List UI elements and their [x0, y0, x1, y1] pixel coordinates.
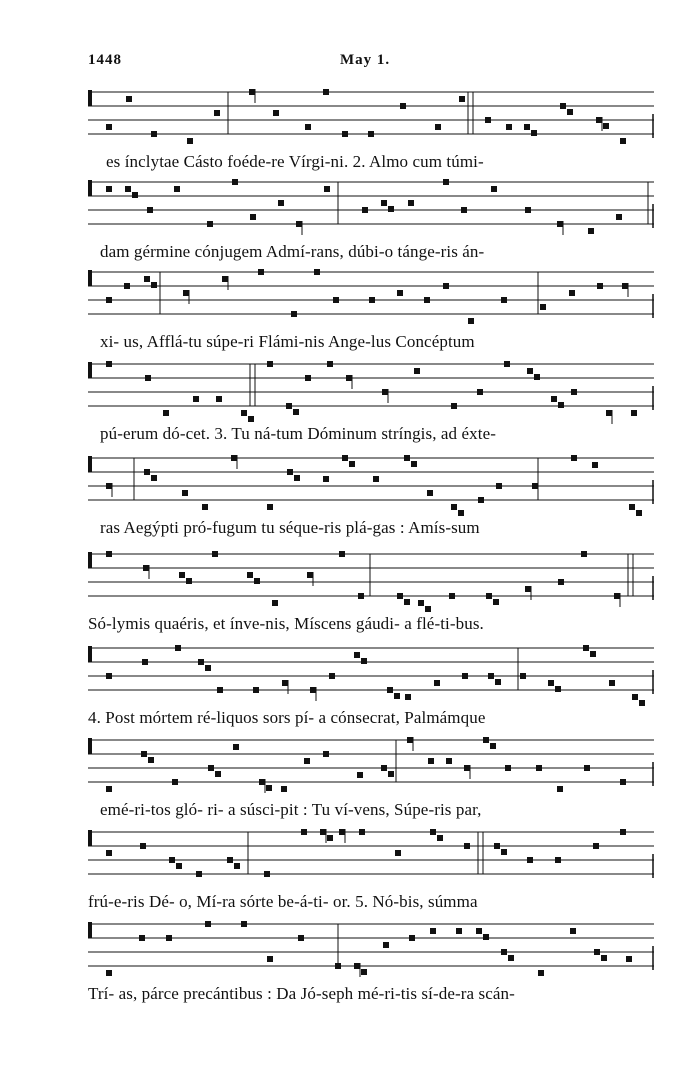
neume [335, 963, 341, 969]
neume [462, 673, 468, 679]
neume [248, 416, 254, 422]
neume [231, 455, 237, 461]
running-title: May 1. [340, 52, 391, 68]
neume [477, 389, 483, 395]
neume [491, 186, 497, 192]
neume [493, 599, 499, 605]
neume [459, 96, 465, 102]
neume [139, 935, 145, 941]
neume [323, 751, 329, 757]
chant-staff [88, 84, 654, 144]
neume [606, 410, 612, 416]
neume [430, 829, 436, 835]
c-clef-icon [88, 830, 92, 846]
neume [253, 687, 259, 693]
neume [557, 786, 563, 792]
neume [560, 103, 566, 109]
neume [405, 694, 411, 700]
neume [488, 673, 494, 679]
chant-staff [88, 450, 654, 510]
neume [342, 131, 348, 137]
neume [485, 117, 491, 123]
lyric-line: ras Aegýpti pró-fugum tu séque-ris plá-gas : Amís-sum [100, 518, 480, 537]
neume [148, 757, 154, 763]
neume [196, 871, 202, 877]
neume [233, 744, 239, 750]
staff-lines [88, 364, 654, 406]
neume [555, 686, 561, 692]
neume [254, 578, 260, 584]
neume [397, 593, 403, 599]
neume [323, 476, 329, 482]
neume [232, 179, 238, 185]
neume [443, 283, 449, 289]
neume [145, 375, 151, 381]
neume [451, 504, 457, 510]
neume [593, 843, 599, 849]
neume [626, 956, 632, 962]
staff-lines [88, 832, 654, 874]
neume [506, 124, 512, 130]
neume [329, 673, 335, 679]
neume [620, 138, 626, 144]
c-clef-icon [88, 646, 92, 662]
neume [143, 565, 149, 571]
neume [400, 103, 406, 109]
neume [323, 89, 329, 95]
neume [584, 765, 590, 771]
chant-staff [88, 174, 654, 234]
neume [548, 680, 554, 686]
neume [349, 461, 355, 467]
neume [294, 475, 300, 481]
neume [443, 179, 449, 185]
neume [525, 586, 531, 592]
neume [126, 96, 132, 102]
neume [437, 835, 443, 841]
neume [151, 282, 157, 288]
neume [414, 368, 420, 374]
neume [456, 928, 462, 934]
neume [357, 772, 363, 778]
neume [310, 687, 316, 693]
neume [404, 455, 410, 461]
neume [505, 765, 511, 771]
neume [314, 269, 320, 275]
neume [534, 374, 540, 380]
neume [106, 551, 112, 557]
chant-staff [88, 916, 654, 976]
neume [639, 700, 645, 706]
neume [291, 311, 297, 317]
neume [241, 921, 247, 927]
neume [358, 593, 364, 599]
neume [570, 928, 576, 934]
neume [169, 857, 175, 863]
neume [266, 785, 272, 791]
neume [106, 970, 112, 976]
neume [451, 403, 457, 409]
neume [555, 857, 561, 863]
neume [531, 130, 537, 136]
neume [307, 572, 313, 578]
neume [508, 955, 514, 961]
neume [282, 680, 288, 686]
neume [198, 659, 204, 665]
neume [207, 221, 213, 227]
neume [327, 835, 333, 841]
staff-lines [88, 554, 654, 596]
neume [571, 389, 577, 395]
neume [368, 131, 374, 137]
neume [241, 410, 247, 416]
neume [583, 645, 589, 651]
neume [404, 599, 410, 605]
neume [286, 403, 292, 409]
neume [176, 863, 182, 869]
staff-lines [88, 182, 654, 224]
neume [495, 679, 501, 685]
neume [267, 361, 273, 367]
neume [144, 276, 150, 282]
neume [407, 737, 413, 743]
neume [571, 455, 577, 461]
neume [383, 942, 389, 948]
lyric-line: frú-e-ris Dé- o, Mí-ra sórte be-á-ti- or. 5. Nó-bis, súmma [88, 892, 478, 911]
neume [476, 928, 482, 934]
c-clef-icon [88, 922, 92, 938]
neume [182, 490, 188, 496]
staff-lines [88, 924, 654, 966]
neume [616, 214, 622, 220]
neume [144, 469, 150, 475]
lyric-line: es ínclytae Cásto foéde-re Vírgi-ni. 2. Almo cum túmi- [106, 152, 484, 171]
neume [504, 361, 510, 367]
neume [381, 765, 387, 771]
neume [408, 200, 414, 206]
lyric-line: dam gérmine cónjugem Admí-rans, dúbi-o tánge-ris án- [100, 242, 485, 261]
neume [558, 402, 564, 408]
chant-staff [88, 732, 654, 792]
c-clef-icon [88, 552, 92, 568]
neume [468, 318, 474, 324]
neume [305, 375, 311, 381]
neume [631, 410, 637, 416]
neume [202, 504, 208, 510]
neume [501, 949, 507, 955]
neume [551, 396, 557, 402]
neume [394, 693, 400, 699]
neume [446, 758, 452, 764]
neume [496, 483, 502, 489]
staff-lines [88, 458, 654, 500]
neume [187, 138, 193, 144]
neume [597, 283, 603, 289]
neume [140, 843, 146, 849]
lyric-line: Só-lymis quaéris, et ínve-nis, Míscens gáudi- a flé-ti-bus. [88, 614, 484, 633]
neume [424, 297, 430, 303]
neume [273, 110, 279, 116]
c-clef-icon [88, 180, 92, 196]
neume [567, 109, 573, 115]
neume [382, 389, 388, 395]
c-clef-icon [88, 362, 92, 378]
neume [362, 207, 368, 213]
neume [388, 771, 394, 777]
neume [147, 207, 153, 213]
neume [387, 687, 393, 693]
c-clef-icon [88, 456, 92, 472]
neume [175, 645, 181, 651]
neume [483, 737, 489, 743]
neume [428, 758, 434, 764]
neume [361, 658, 367, 664]
neume [614, 593, 620, 599]
neume [215, 771, 221, 777]
neume [458, 510, 464, 516]
neume [558, 579, 564, 585]
c-clef-icon [88, 270, 92, 286]
neume [106, 124, 112, 130]
neume [151, 475, 157, 481]
neume [538, 970, 544, 976]
neume [267, 956, 273, 962]
neume [151, 131, 157, 137]
lyric-line: xi- us, Afflá-tu súpe-ri Flámi-nis Ange-lus Concéptum [100, 332, 475, 351]
neume [536, 765, 542, 771]
chant-staff [88, 356, 654, 416]
neume [461, 207, 467, 213]
neume [361, 969, 367, 975]
neume [296, 221, 302, 227]
neume [427, 490, 433, 496]
neume [527, 857, 533, 863]
page-number: 1448 [88, 52, 122, 68]
neume [527, 368, 533, 374]
neume [247, 572, 253, 578]
neume [174, 186, 180, 192]
neume [208, 765, 214, 771]
neume [264, 871, 270, 877]
neume [106, 483, 112, 489]
neume [249, 89, 255, 95]
neume [525, 207, 531, 213]
neume [569, 290, 575, 296]
neume [354, 963, 360, 969]
neume [430, 928, 436, 934]
chant-staff [88, 824, 654, 884]
neume [327, 361, 333, 367]
neume [397, 290, 403, 296]
neume [304, 758, 310, 764]
neume [141, 751, 147, 757]
neume [483, 934, 489, 940]
neume [281, 786, 287, 792]
neume [106, 297, 112, 303]
neume [520, 673, 526, 679]
neume [596, 117, 602, 123]
neume [106, 850, 112, 856]
neume [301, 829, 307, 835]
neume [324, 186, 330, 192]
neume [373, 476, 379, 482]
neume [205, 665, 211, 671]
neume [125, 186, 131, 192]
neume [540, 304, 546, 310]
neume [594, 949, 600, 955]
neume [222, 276, 228, 282]
neume [267, 504, 273, 510]
neume [501, 297, 507, 303]
neume [216, 396, 222, 402]
chant-staff [88, 640, 654, 700]
neume [395, 850, 401, 856]
neume [381, 200, 387, 206]
neume [494, 843, 500, 849]
neume [163, 410, 169, 416]
neume [603, 123, 609, 129]
neume [632, 694, 638, 700]
neume [601, 955, 607, 961]
neume [409, 935, 415, 941]
neume [106, 186, 112, 192]
neume [557, 221, 563, 227]
neume [205, 921, 211, 927]
neume [186, 578, 192, 584]
neume [258, 269, 264, 275]
staff-lines [88, 648, 654, 690]
neume [278, 200, 284, 206]
neume [435, 124, 441, 130]
neume [501, 849, 507, 855]
staff-lines [88, 740, 654, 782]
neume [259, 779, 265, 785]
lyric-line: pú-erum dó-cet. 3. Tu ná-tum Dóminum stríngis, ad éxte- [100, 424, 496, 443]
neume [227, 857, 233, 863]
neume [106, 673, 112, 679]
neume [287, 469, 293, 475]
neume [490, 743, 496, 749]
neume [106, 361, 112, 367]
neume [592, 462, 598, 468]
neume [620, 779, 626, 785]
lyric-line: Trí- as, párce precántibus : Da Jó-seph mé-ri-tis sí-de-ra scán- [88, 984, 515, 1003]
neume [588, 228, 594, 234]
neume [272, 600, 278, 606]
neume [449, 593, 455, 599]
neume [478, 497, 484, 503]
neume [425, 606, 431, 612]
neume [622, 283, 628, 289]
neume [124, 283, 130, 289]
neume [132, 192, 138, 198]
neume [620, 829, 626, 835]
neume [346, 375, 352, 381]
neume [464, 843, 470, 849]
neume [636, 510, 642, 516]
neume [217, 687, 223, 693]
c-clef-icon [88, 90, 92, 106]
neume [354, 652, 360, 658]
neume [581, 551, 587, 557]
neume [212, 551, 218, 557]
neume [532, 483, 538, 489]
neume [359, 829, 365, 835]
neume [434, 680, 440, 686]
neume [388, 206, 394, 212]
neume [369, 297, 375, 303]
neume [106, 786, 112, 792]
neume [234, 863, 240, 869]
c-clef-icon [88, 738, 92, 754]
neume [320, 829, 326, 835]
neume [183, 290, 189, 296]
chant-staff [88, 546, 654, 606]
neume [339, 829, 345, 835]
neume [339, 551, 345, 557]
neume [418, 600, 424, 606]
lyric-line: 4. Post mórtem ré-liquos sors pí- a cónsecrat, Palmámque [88, 708, 486, 727]
neume [609, 680, 615, 686]
neume [250, 214, 256, 220]
neume [179, 572, 185, 578]
neume [486, 593, 492, 599]
neume [142, 659, 148, 665]
neume [298, 935, 304, 941]
neume [293, 409, 299, 415]
neume [214, 110, 220, 116]
neume [333, 297, 339, 303]
chant-staff [88, 264, 654, 324]
neume [166, 935, 172, 941]
neume [193, 396, 199, 402]
neume [464, 765, 470, 771]
lyric-line: emé-ri-tos gló- ri- a súsci-pit : Tu ví-vens, Súpe-ris par, [100, 800, 482, 819]
neume [590, 651, 596, 657]
neume [172, 779, 178, 785]
neume [629, 504, 635, 510]
neume [524, 124, 530, 130]
neume [305, 124, 311, 130]
neume [411, 461, 417, 467]
neume [342, 455, 348, 461]
